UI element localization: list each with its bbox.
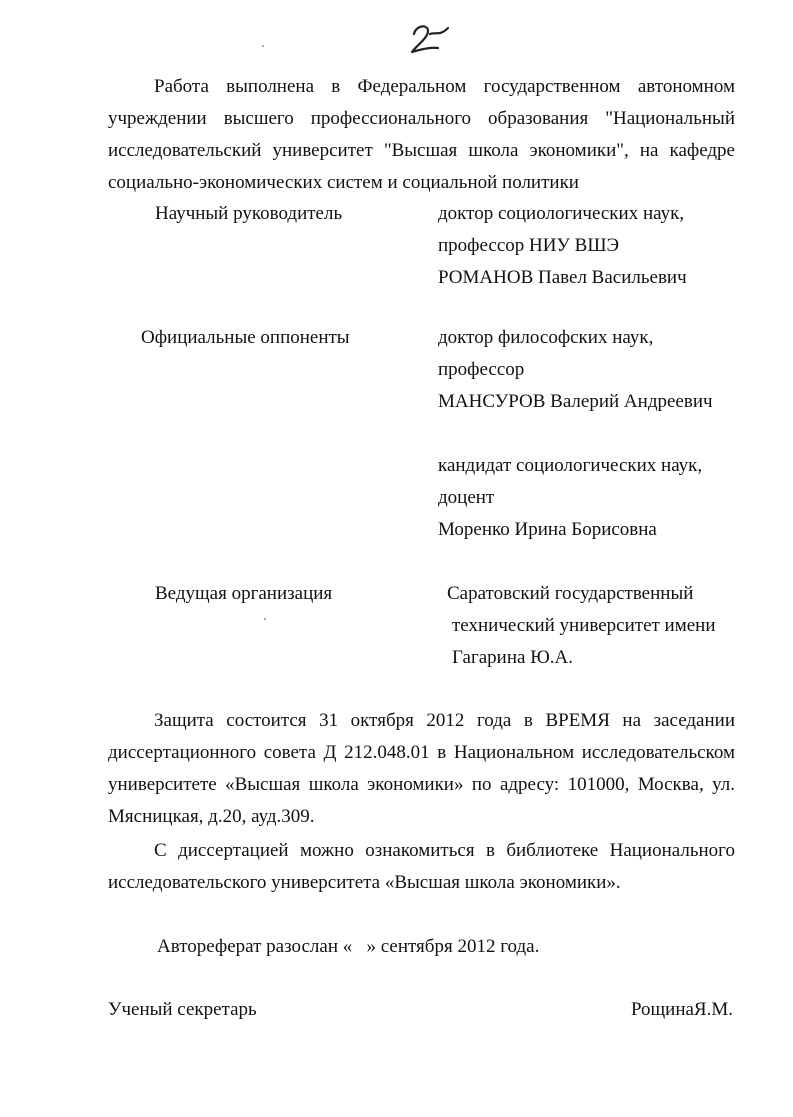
opponent-1-name: МАНСУРОВ Валерий Андреевич [438, 391, 713, 412]
opponent-2-name: Моренко Ирина Борисовна [438, 519, 657, 540]
intro-line: социально-экономических систем и социальной политики [108, 172, 579, 193]
supervisor-line: доктор социологических наук, [438, 203, 685, 224]
intro-line: учреждении высшего профессионального образования "Национальный [108, 108, 735, 129]
opponent-1-line: профессор [438, 359, 525, 380]
library-paragraph [108, 835, 735, 899]
scan-speck [262, 45, 264, 47]
intro-line: Работа выполнена в Федеральном государственном автономном [154, 76, 735, 97]
leading-org-label: Ведущая организация [155, 583, 333, 604]
supervisor-line: профессор НИУ ВШЭ [438, 235, 620, 256]
opponents-label: Официальные оппоненты [141, 327, 350, 348]
defense-line: университете «Высшая школа экономики» по адресу: 101000, Москва, ул. [108, 774, 735, 795]
intro-paragraph [108, 71, 735, 199]
supervisor-label: Научный руководитель [155, 203, 343, 224]
leading-org-line: технический университет имени [452, 615, 716, 636]
defense-line: Мясницкая, д.20, ауд.309. [108, 806, 315, 827]
opponent-2-line: доцент [438, 487, 495, 508]
defense-line: Защита состоится 31 октября 2012 года в ВРЕМЯ на заседании [154, 710, 735, 731]
handwritten-page-number [408, 22, 452, 56]
scan-speck [264, 618, 266, 620]
supervisor-name: РОМАНОВ Павел Васильевич [438, 267, 687, 288]
library-line: исследовательского университета «Высшая школа экономики». [108, 872, 621, 893]
library-line: С диссертацией можно ознакомиться в библиотеке Национального [154, 840, 735, 861]
leading-org-line: Гагарина Ю.А. [452, 647, 573, 668]
opponent-2-line: кандидат социологических наук, [438, 455, 703, 476]
opponent-1-line: доктор философских наук, [438, 327, 654, 348]
defense-paragraph [108, 705, 735, 833]
secretary-name: РощинаЯ.М. [630, 999, 733, 1020]
defense-line: диссертационного совета Д 212.048.01 в Национальном исследовательском [108, 742, 735, 763]
leading-org-line: Саратовский государственный [447, 583, 694, 604]
secretary-label: Ученый секретарь [108, 999, 257, 1020]
intro-line: исследовательский университет "Высшая школа экономики", на кафедре [108, 140, 735, 161]
abstract-sent-line: Автореферат разослан « » сентября 2012 года. [157, 936, 540, 957]
